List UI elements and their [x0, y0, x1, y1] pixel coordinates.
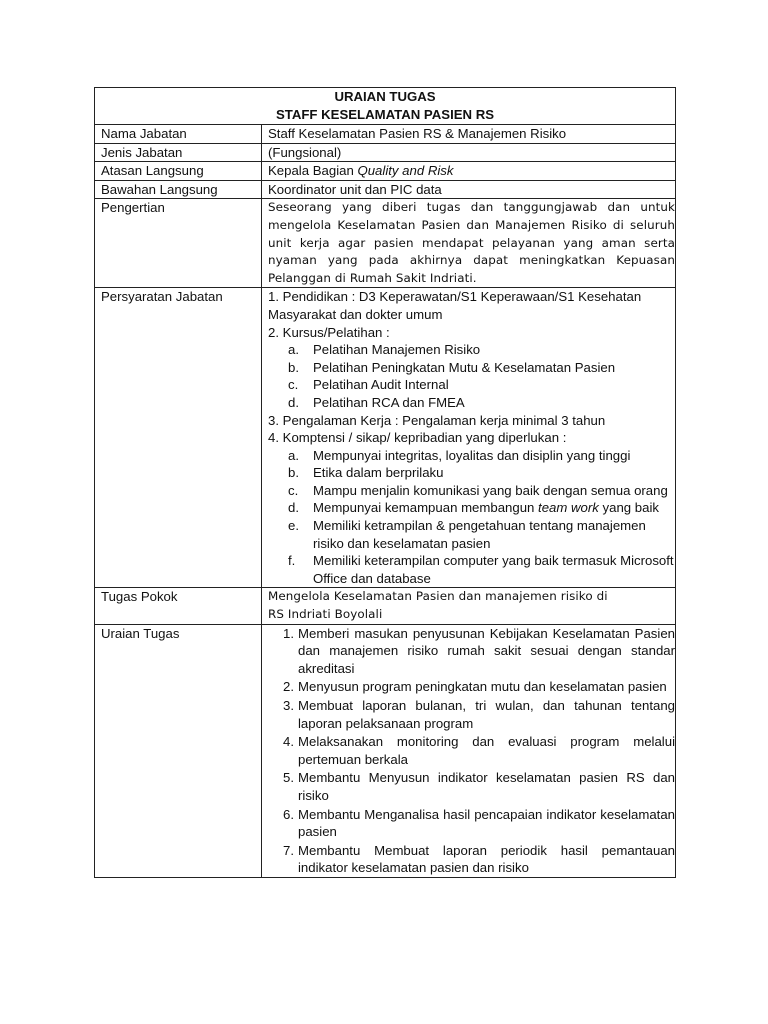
- value-persyaratan-jabatan: [262, 288, 676, 588]
- label-atasan-langsung: Atasan Langsung: [95, 162, 262, 181]
- row-tugas-pokok: [95, 588, 676, 624]
- list-text: Memiliki ketrampilan & pengetahuan tentang manajemen risiko dan keselamatan pasien: [313, 518, 646, 551]
- row-nama-jabatan: [95, 125, 676, 144]
- kompetensi-heading: 4. Komptensi / sikap/ kepribadian yang diperlukan :: [268, 430, 567, 446]
- label-bawahan-langsung: Bawahan Langsung: [95, 180, 262, 199]
- tugas-pokok-line1: Mengelola Keselamatan Pasien dan manajemen risiko di: [268, 589, 608, 604]
- list-text: Membantu Menyusun indikator keselamatan pasien RS dan risiko: [298, 770, 675, 803]
- title-row: [95, 88, 676, 125]
- label-nama-jabatan: Nama Jabatan: [95, 125, 262, 144]
- list-text: Membuat laporan bulanan, tri wulan, dan tahunan tentang laporan pelaksanaan program: [298, 698, 675, 731]
- list-text: Memiliki keterampilan computer yang baik termasuk Microsoft Office dan database: [313, 553, 674, 586]
- kompetensi-item: [268, 447, 675, 465]
- list-text: Pelatihan Manajemen Risiko: [313, 342, 481, 358]
- uraian-item: [268, 769, 675, 804]
- kompetensi-item: [268, 552, 675, 587]
- uraian-item: [268, 806, 675, 841]
- text-italic: team work: [538, 500, 599, 516]
- text-after: yang baik: [598, 500, 659, 516]
- label-jenis-jabatan: Jenis Jabatan: [95, 143, 262, 162]
- value-uraian-tugas: [262, 624, 676, 877]
- list-marker: e.: [288, 518, 299, 534]
- uraian-item: [268, 678, 675, 696]
- list-text: Membantu Membuat laporan periodik hasil pemantauan indikator keselamatan pasien dan risiko: [298, 842, 675, 876]
- list-text: Menyusun program peningkatan mutu dan keselamatan pasien: [298, 679, 667, 695]
- kursus-item: [268, 394, 675, 412]
- kompetensi-item: [268, 517, 675, 552]
- list-text: Etika dalam berprilaku: [313, 465, 444, 481]
- list-marker: c.: [288, 377, 299, 393]
- list-marker: 2.: [283, 679, 294, 695]
- label-pengertian: Pengertian: [95, 199, 262, 288]
- list-text: Mampu menjalin komunikasi yang baik dengan semua orang: [313, 482, 668, 498]
- list-marker: d.: [288, 500, 299, 516]
- row-uraian-tugas: [95, 624, 676, 877]
- uraian-item: [268, 625, 675, 678]
- row-bawahan-langsung: [95, 180, 676, 199]
- list-marker: a.: [288, 342, 299, 358]
- value-bawahan-langsung: Koordinator unit dan PIC data: [262, 180, 676, 199]
- kursus-item: [268, 359, 675, 377]
- row-jenis-jabatan: [95, 143, 676, 162]
- row-atasan-langsung: [95, 162, 676, 181]
- text-before: Mempunyai kemampuan membangun: [313, 500, 539, 516]
- title-cell: [95, 88, 676, 125]
- list-marker: 5.: [283, 770, 294, 786]
- list-marker: 4.: [283, 734, 294, 750]
- kompetensi-item: [268, 464, 675, 482]
- uraian-item: [268, 733, 675, 768]
- uraian-item: [268, 697, 675, 732]
- list-marker: 6.: [283, 806, 294, 822]
- uraian-item: [268, 842, 675, 877]
- kompetensi-item: [268, 482, 675, 500]
- value-nama-jabatan: Staff Keselamatan Pasien RS & Manajemen Risiko: [262, 125, 676, 144]
- doc-subtitle: STAFF KESELAMATAN PASIEN RS: [275, 107, 495, 122]
- value-jenis-jabatan: (Fungsional): [262, 143, 676, 162]
- job-description-table: [94, 87, 676, 878]
- value-pengertian: Seseorang yang diberi tugas dan tanggungjawab dan untuk mengelola Keselamatan Pasien dan Manajemen Risiko di seluruh unit kerja agar pasien mendapat pelayanan yang aman serta nyaman yang pada akhirnya dapat meningkatkan Kepuasan Pelanggan di Rumah Sakit Indriati.: [262, 199, 676, 288]
- list-text: [313, 499, 675, 517]
- list-text: Pelatihan RCA dan FMEA: [313, 394, 465, 410]
- list-marker: b.: [288, 359, 299, 375]
- list-text: Pelatihan Peningkatan Mutu & Keselamatan Pasien: [313, 359, 616, 375]
- kursus-item: [268, 376, 675, 394]
- label-persyaratan-jabatan: Persyaratan Jabatan: [95, 288, 262, 588]
- list-marker: b.: [288, 465, 299, 481]
- kursus-item: [268, 341, 675, 359]
- list-marker: c.: [288, 482, 299, 498]
- list-marker: f.: [288, 553, 296, 569]
- list-text: Pelatihan Audit Internal: [313, 377, 449, 393]
- row-persyaratan-jabatan: [95, 288, 676, 588]
- value-atasan-langsung: [262, 162, 676, 181]
- list-marker: a.: [288, 447, 299, 463]
- kompetensi-item: [268, 499, 675, 517]
- pengalaman-text: 3. Pengalaman Kerja : Pengalaman kerja minimal 3 tahun: [268, 412, 606, 428]
- atasan-prefix: Kepala Bagian: [268, 163, 358, 179]
- list-text: Membantu Menganalisa hasil pencapaian indikator keselamatan pasien: [298, 806, 675, 840]
- pendidikan-text: 1. Pendidikan : D3 Keperawatan/S1 Keperawaan/S1 Kesehatan Masyarakat dan dokter umum: [268, 289, 642, 322]
- list-marker: 1.: [283, 625, 294, 641]
- doc-title: URAIAN TUGAS: [334, 89, 436, 104]
- list-text: Melaksanakan monitoring dan evaluasi program melalui pertemuan berkala: [298, 734, 675, 767]
- label-tugas-pokok: Tugas Pokok: [95, 588, 262, 624]
- atasan-italic: Quality and Risk: [357, 163, 454, 179]
- list-text: Mempunyai integritas, loyalitas dan disiplin yang tinggi: [313, 447, 631, 463]
- list-marker: 7.: [283, 842, 294, 858]
- list-text: Memberi masukan penyusunan Kebijakan Keselamatan Pasien dan manajemen risiko rumah sakit sesuai dengan standar akreditasi: [298, 625, 675, 676]
- label-uraian-tugas: Uraian Tugas: [95, 624, 262, 877]
- list-marker: 3.: [283, 698, 294, 713]
- row-pengertian: [95, 199, 676, 288]
- list-marker: d.: [288, 394, 299, 410]
- kursus-heading: 2. Kursus/Pelatihan :: [268, 324, 390, 340]
- value-tugas-pokok: [262, 588, 676, 624]
- tugas-pokok-line2: RS Indriati Boyolali: [268, 607, 383, 622]
